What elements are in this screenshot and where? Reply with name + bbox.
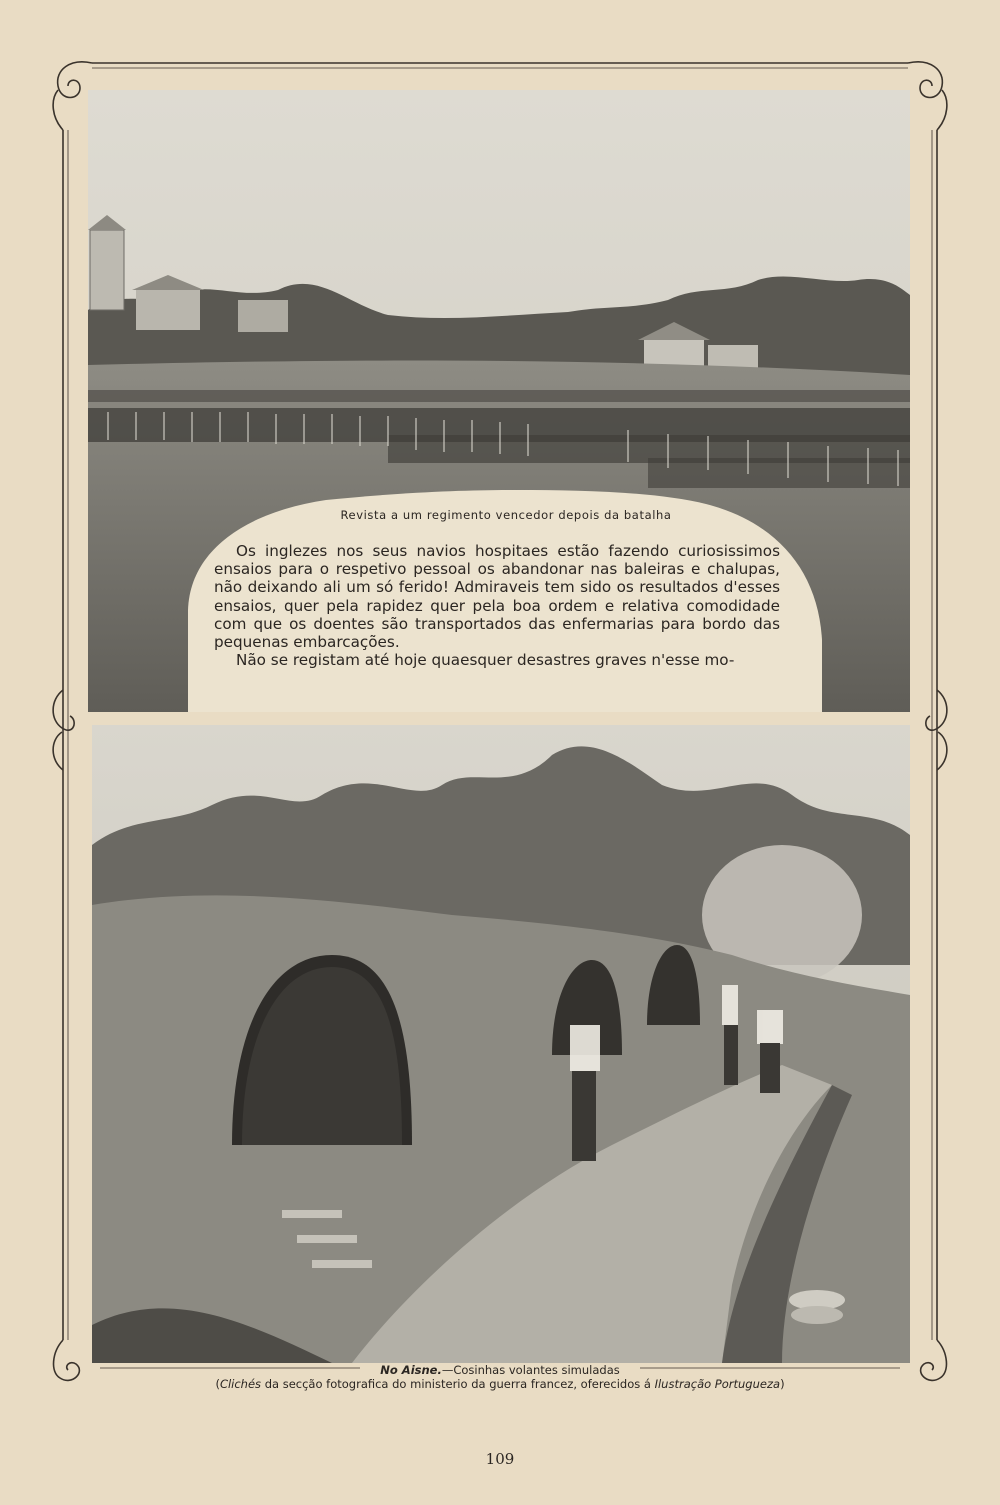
credit-open-paren: (: [215, 1377, 220, 1391]
credit-middle: da secção fotografica do ministerio da guerra francez, oferecidos á: [261, 1377, 655, 1391]
caption-title-line: [90, 1363, 910, 1377]
credit-close-paren: ): [780, 1377, 785, 1391]
photo-field-kitchens: [92, 725, 910, 1363]
caption-regiment-review: Revista a um regimento vencedor depois da batalha: [340, 508, 672, 522]
photo-credit-line: [90, 1377, 910, 1391]
credit-publication: Ilustração Portugueza: [654, 1377, 781, 1391]
article-panel: [186, 490, 826, 712]
caption-text: Cosinhas volantes simuladas: [453, 1363, 620, 1377]
credit-cliches: Clichés: [219, 1377, 262, 1391]
field-kitchens-illustration: [92, 725, 910, 1363]
article-paragraph: Não se registam até hoje quaesquer desastres graves n'esse mo-: [236, 651, 735, 670]
caption-dash: —: [441, 1363, 454, 1377]
caption-field-kitchens: [90, 1363, 910, 1391]
caption-title: No Aisne.: [380, 1363, 442, 1377]
article-text: [214, 542, 780, 669]
page-number: 109: [485, 1450, 515, 1468]
article-paragraph: Os inglezes nos seus navios hospitaes estão fazendo curiosissimos ensaios para o respetivo pessoal os abandonar nas baleiras e chalupas, não deixando ali um só ferido! Admiraveis tem sido os resultados d'esses ensaios, quer pela rapidez quer pela boa ordem e relativa comodidade com que os doentes são transportados das enfermarias para bordo das pequenas embarcações.: [214, 542, 780, 652]
